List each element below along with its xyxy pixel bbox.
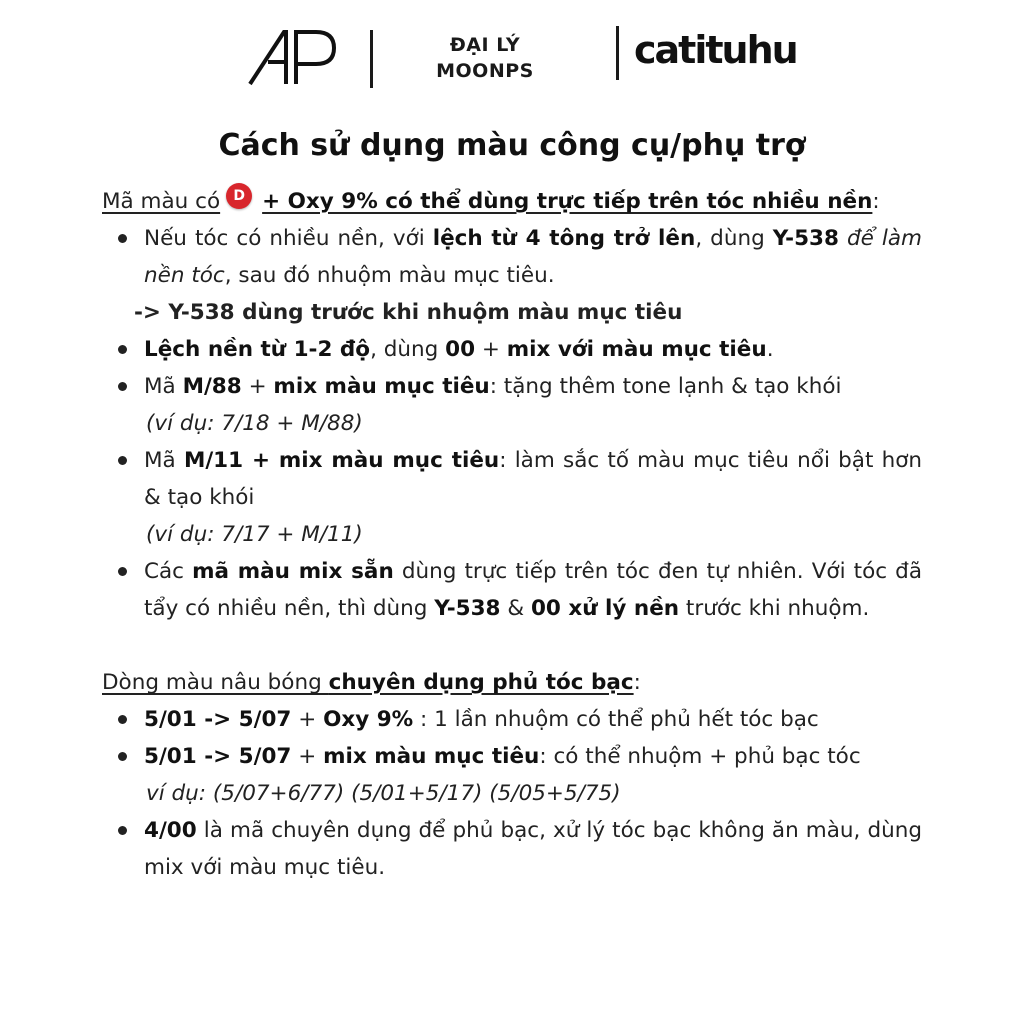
text: trước khi nhuộm.: [679, 596, 870, 621]
text: +: [475, 337, 507, 362]
content: [102, 183, 922, 886]
bullet-icon: [118, 752, 127, 761]
text: +: [291, 744, 324, 769]
text-bold: 00 xử lý nền: [530, 596, 680, 621]
dealer-line-1: ĐẠI LÝ: [449, 34, 521, 56]
text-bold: Lệch nền từ 1-2 độ: [144, 337, 371, 362]
list-item: [102, 812, 922, 886]
header-divider: [370, 30, 373, 88]
bullet-icon: [118, 826, 127, 835]
arrow-note: -> Y-538 dùng trước khi nhuộm màu mục tiêu: [134, 300, 683, 325]
text: .: [766, 337, 774, 362]
text: : có thể nhuộm + phủ bạc tóc: [539, 744, 861, 769]
d-badge-icon: D: [226, 183, 252, 209]
text: +: [291, 707, 324, 732]
text: dùng trực tiếp trên tóc đen tự nhiên. Với tóc đã tẩy có nhiều nền, thì dùng: [144, 559, 922, 621]
list-item: [102, 368, 922, 442]
text: , dùng: [695, 226, 773, 251]
example-text: (ví dụ: 7/17 + M/11): [146, 522, 363, 547]
bullet-icon: [118, 382, 127, 391]
list-item: [102, 331, 922, 368]
text: Mã: [144, 374, 183, 399]
text: &: [500, 596, 531, 621]
section-2-heading-prefix: Dòng màu nâu bóng: [102, 670, 329, 695]
example-text: (ví dụ: 7/18 + M/88): [146, 411, 363, 436]
bullet-icon: [118, 234, 127, 243]
heading-colon: :: [633, 670, 641, 695]
header: [0, 22, 1024, 92]
text: : làm sắc tố màu mục tiêu nổi bật hơn & tạo khói: [144, 448, 923, 510]
list-item: [102, 738, 922, 812]
text-bold: mix với màu mục tiêu: [506, 337, 767, 362]
text: Nếu tóc có nhiều nền, với: [144, 226, 433, 251]
text-italic: để làm nền tóc: [144, 226, 922, 288]
header-divider: [616, 26, 619, 80]
dealer-label: [410, 32, 560, 84]
list-item: [102, 553, 922, 627]
heading-colon: :: [872, 189, 880, 214]
dealer-line-2: MOONPS: [436, 60, 534, 82]
page-title: Cách sử dụng màu công cụ/phụ trợ: [218, 128, 806, 163]
text: là mã chuyên dụng để phủ bạc, xử lý tóc bạc không ăn màu, dùng mix với màu mục tiêu.: [144, 818, 922, 880]
text-bold: lệch từ 4 tông trở lên: [432, 226, 696, 251]
text-bold: M/88: [182, 374, 242, 399]
bullet-icon: [118, 567, 127, 576]
text: +: [241, 374, 274, 399]
text-bold: M/11 + mix màu mục tiêu: [183, 448, 500, 473]
text-bold: mix màu mục tiêu: [273, 374, 490, 399]
section-2-heading: [102, 664, 922, 701]
bullet-icon: [118, 715, 127, 724]
list-item: [102, 442, 922, 553]
text-bold: 5/01 -> 5/07: [144, 744, 292, 769]
section-1-heading: [102, 183, 922, 220]
section-1-heading-prefix: Mã màu có: [102, 189, 221, 214]
text: Mã: [144, 448, 184, 473]
text-bold: 4/00: [144, 818, 197, 843]
section-1-list: [102, 220, 922, 294]
brand-logo: catituhu: [634, 28, 797, 72]
bullet-icon: [118, 456, 127, 465]
section-2-list: [102, 701, 922, 886]
text-bold: 5/01 -> 5/07: [144, 707, 292, 732]
section-1-heading-bold: + Oxy 9% có thể dùng trực tiếp trên tóc nhiều nền: [262, 189, 873, 214]
example-text: ví dụ: (5/07+6/77) (5/01+5/17) (5/05+5/75): [146, 781, 621, 806]
section-1-list-continued: [102, 331, 922, 627]
bullet-icon: [118, 345, 127, 354]
text-bold: mã màu mix sẵn: [192, 559, 394, 584]
text: : tặng thêm tone lạnh & tạo khói: [489, 374, 842, 399]
list-item: [102, 220, 922, 294]
text: Các: [144, 559, 193, 584]
spacer: [102, 627, 922, 664]
text-bold: Y-538: [772, 226, 839, 251]
text-bold: Y-538: [434, 596, 501, 621]
text-bold: mix màu mục tiêu: [323, 744, 540, 769]
text-bold: Oxy 9%: [323, 707, 414, 732]
text: , dùng: [370, 337, 446, 362]
text: : 1 lần nhuộm có thể phủ hết tóc bạc: [413, 707, 819, 732]
list-item: [102, 701, 922, 738]
text: , sau đó nhuộm màu mục tiêu.: [224, 263, 555, 288]
section-2-heading-bold: chuyên dụng phủ tóc bạc: [328, 670, 634, 695]
text-bold: 00: [445, 337, 476, 362]
ap-logo: [246, 28, 338, 88]
